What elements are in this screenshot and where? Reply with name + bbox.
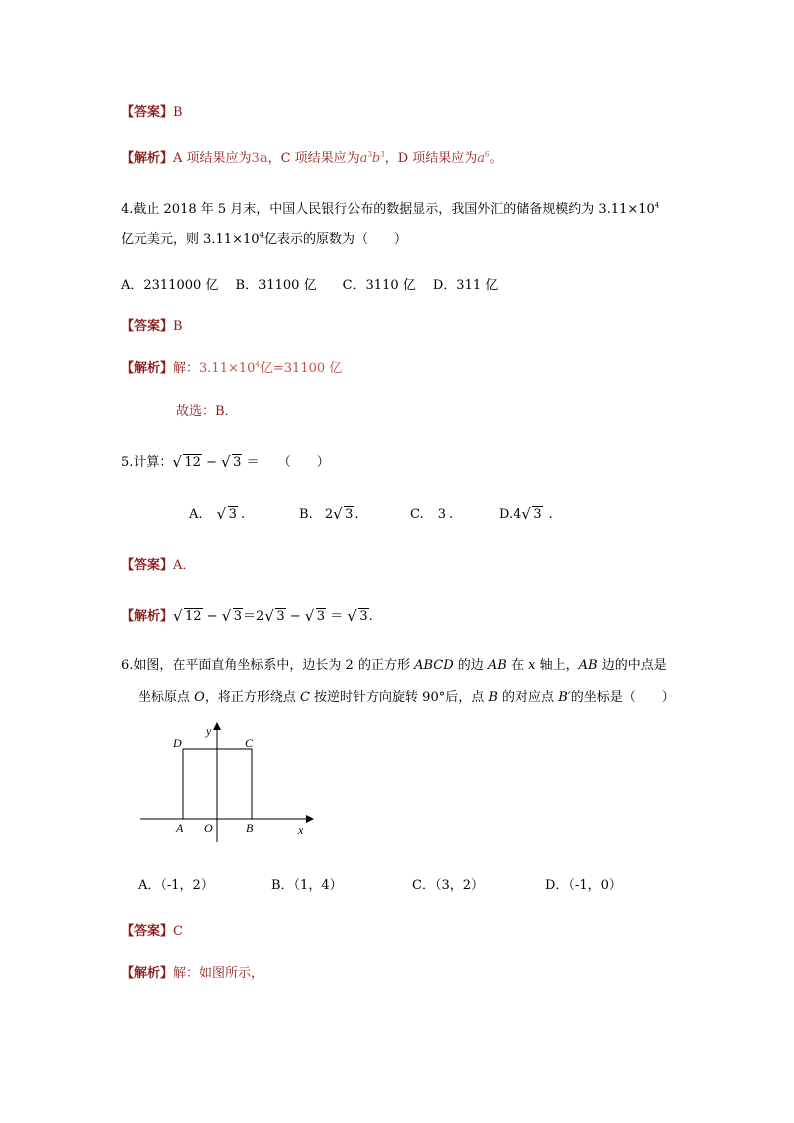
explanation-text-c: ，C 项结果应为 bbox=[267, 151, 360, 166]
question-4-text-2: 亿元美元，则 3.11×10 bbox=[121, 232, 260, 247]
answer-block-4 bbox=[121, 315, 183, 334]
explanation-exponent: 4 bbox=[255, 360, 260, 369]
explanation-end: 。 bbox=[489, 151, 503, 166]
sqrt-3: √ 3 bbox=[216, 505, 237, 523]
answer-label: 【答案】 bbox=[121, 558, 174, 573]
answer-label: 【答案】 bbox=[121, 105, 174, 120]
q6-var: O bbox=[194, 690, 205, 705]
explanation-label: 【解析】 bbox=[121, 361, 174, 376]
q6-text: ，将正方形绕点 bbox=[204, 690, 300, 705]
q6-var: x bbox=[528, 658, 536, 673]
q6-text: 的对应点 bbox=[497, 690, 559, 705]
sqrt-12: √ 12 bbox=[172, 453, 201, 471]
question-4-text-3: 亿表示的原数为（ ） bbox=[263, 232, 407, 247]
option-b bbox=[299, 507, 359, 522]
radicand: 3 bbox=[228, 507, 237, 522]
radicand: 12 bbox=[185, 609, 202, 624]
radicand: 3 bbox=[276, 609, 285, 624]
explanation-label: 【解析】 bbox=[121, 966, 174, 981]
q6-var: AB bbox=[487, 658, 507, 673]
option-label: C. bbox=[410, 507, 424, 522]
answer-label: 【答案】 bbox=[121, 319, 174, 334]
answer-label: 【答案】 bbox=[121, 924, 174, 939]
equals-sign: ＝ bbox=[330, 609, 344, 624]
option-c bbox=[410, 507, 453, 522]
option-end: . bbox=[240, 507, 246, 522]
x-axis-arrow bbox=[306, 815, 314, 823]
answer-value: B bbox=[173, 319, 183, 334]
explanation-pre: 解： bbox=[173, 361, 200, 376]
q6-var: C bbox=[299, 690, 310, 705]
explanation-block-1 bbox=[121, 147, 503, 166]
period: . bbox=[368, 609, 373, 624]
explanation-text: 解：如图所示， bbox=[173, 966, 265, 981]
option-label: A. bbox=[189, 507, 203, 522]
explanation-exp-3: 6 bbox=[485, 150, 490, 159]
radicand: 12 bbox=[184, 455, 201, 470]
answer-block-1 bbox=[121, 101, 183, 120]
option-d bbox=[499, 507, 553, 522]
label-c: C bbox=[245, 736, 254, 750]
sqrt-3: √ 3 bbox=[347, 607, 368, 625]
question-4-options: A．2311000 亿 B．31100 亿 C．3110 亿 D．311 亿 bbox=[121, 278, 499, 293]
explanation-block-5 bbox=[121, 605, 373, 624]
equals-sign: ＝ bbox=[246, 455, 260, 470]
question-4-exponent: 4 bbox=[654, 201, 660, 210]
option-a bbox=[189, 507, 245, 522]
sqrt-3: √ 3 bbox=[304, 607, 326, 625]
answer-block-6 bbox=[121, 920, 183, 939]
question-6-line-2 bbox=[138, 686, 675, 705]
radicand: 3 bbox=[359, 609, 368, 624]
answer-blank: （ ） bbox=[277, 455, 330, 470]
label-b: B bbox=[246, 821, 254, 835]
answer-value: C bbox=[173, 924, 183, 939]
question-4-line-2 bbox=[121, 228, 407, 247]
explanation-text-a: A 项结果应为 bbox=[173, 151, 252, 166]
explanation-result: 亿=31100 亿 bbox=[259, 361, 343, 376]
radicand: 3 bbox=[533, 507, 542, 522]
q6-option-a: A．（-1，2） bbox=[138, 878, 214, 893]
q6-option-d: D．（-1，0） bbox=[545, 878, 622, 893]
answer-value: A． bbox=[173, 558, 196, 573]
q6-option-c: C．（3，2） bbox=[412, 878, 484, 893]
option-value: 3 bbox=[437, 507, 447, 522]
q6-text: 坐标原点 bbox=[138, 690, 195, 705]
q6-text: 的边 bbox=[453, 658, 488, 673]
option-end: . bbox=[449, 507, 454, 522]
explanation-var-d: a bbox=[477, 151, 486, 166]
coefficient: 4 bbox=[513, 507, 522, 522]
q6-var: ABCD bbox=[414, 658, 454, 673]
explanation-conclusion: 故选：B． bbox=[176, 404, 238, 419]
q6-text: 边的中点是 bbox=[597, 658, 667, 673]
sqrt-3: √ 3 bbox=[264, 607, 285, 625]
equals-sign: ＝ bbox=[243, 609, 257, 624]
q6-text: 按逆时针方向旋转 90°后，点 bbox=[309, 690, 489, 705]
q6-text: 的坐标是（ ） bbox=[570, 690, 675, 705]
question-5 bbox=[121, 451, 330, 470]
sqrt-3: √ 3 bbox=[521, 505, 542, 523]
explanation-exp-1: 3 bbox=[367, 150, 372, 159]
option-label: B. bbox=[299, 507, 313, 522]
label-x: x bbox=[298, 823, 304, 837]
q6-text: 在 bbox=[506, 658, 529, 673]
coefficient: 2 bbox=[324, 507, 334, 522]
option-label: D. bbox=[499, 507, 514, 522]
answer-value: B bbox=[173, 105, 183, 120]
minus-sign: − bbox=[206, 609, 218, 624]
question-4-exponent-2: 4 bbox=[259, 231, 264, 240]
q6-var: B′ bbox=[558, 690, 571, 705]
coefficient: 2 bbox=[256, 609, 265, 624]
radicand: 3 bbox=[233, 609, 243, 624]
explanation-var-a: a bbox=[359, 151, 368, 166]
minus-sign: − bbox=[289, 609, 301, 624]
radicand: 3 bbox=[233, 455, 242, 470]
explanation-value-a: 3a bbox=[251, 151, 268, 166]
question-6-line-1 bbox=[121, 654, 667, 673]
radicand: 3 bbox=[316, 609, 326, 624]
question-5-text: 5.计算： bbox=[121, 455, 173, 470]
q6-text: 轴上， bbox=[535, 658, 579, 673]
minus-sign: − bbox=[206, 455, 217, 470]
explanation-text-d: ，D 项结果应为 bbox=[384, 151, 478, 166]
q6-var: B bbox=[488, 690, 498, 705]
question-4-line-1 bbox=[121, 198, 659, 217]
sqrt-3: √ 3 bbox=[221, 453, 242, 471]
explanation-block-4 bbox=[121, 357, 342, 376]
explanation-var-b: b bbox=[371, 151, 381, 166]
label-o: O bbox=[204, 821, 213, 835]
sqrt-3: √ 3 bbox=[333, 505, 354, 523]
label-a: A bbox=[176, 821, 184, 835]
explanation-exp-2: 3 bbox=[380, 150, 385, 159]
explanation-label: 【解析】 bbox=[121, 151, 174, 166]
sqrt-3: √ 3 bbox=[221, 607, 243, 625]
y-axis-arrow bbox=[213, 722, 221, 730]
q6-var: AB bbox=[578, 658, 598, 673]
explanation-label: 【解析】 bbox=[121, 609, 174, 624]
label-d: D bbox=[173, 736, 182, 750]
explanation-block-6 bbox=[121, 962, 264, 981]
sqrt-12: √ 12 bbox=[173, 607, 202, 625]
question-4-text: 4.截止 2018 年 5 月末，中国人民银行公布的数据显示，我国外汇的储备规模约为 3.11×10 bbox=[121, 202, 655, 217]
option-end: . bbox=[548, 507, 553, 522]
label-y: y bbox=[206, 724, 212, 738]
answer-block-5 bbox=[121, 554, 195, 573]
explanation-value: 3.11×10 bbox=[199, 361, 256, 376]
q6-text: 6.如图，在平面直角坐标系中，边长为 2 的正方形 bbox=[121, 658, 415, 673]
coordinate-figure bbox=[130, 718, 320, 848]
q6-option-b: B．（1，4） bbox=[271, 878, 343, 893]
radicand: 3 bbox=[345, 507, 354, 522]
option-end: . bbox=[354, 507, 359, 522]
